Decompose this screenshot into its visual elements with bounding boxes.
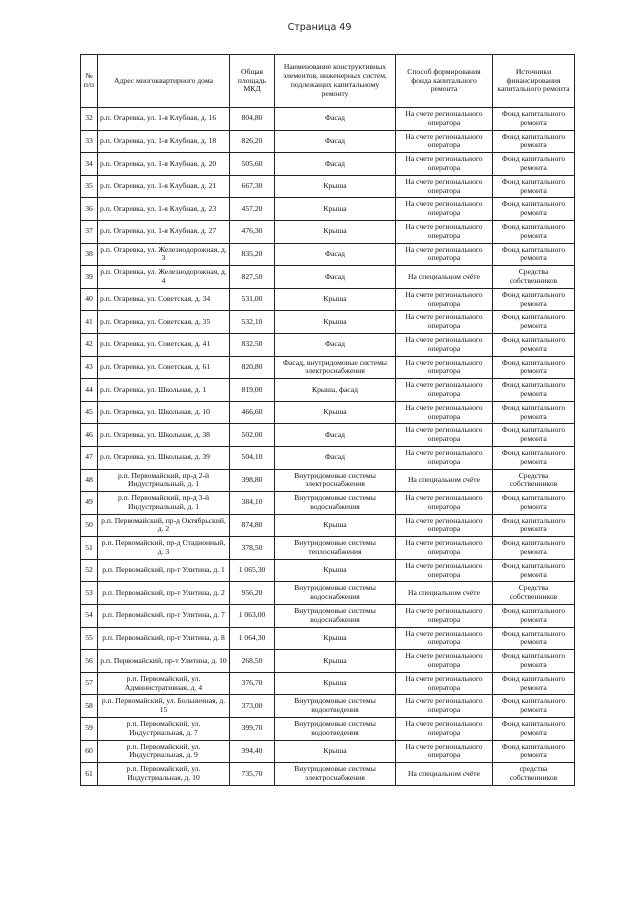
fund-method: На счете регионального оператора [396,356,493,379]
fund-method: На счете регионального оператора [396,627,493,650]
table-row [81,153,575,176]
row-number: 39 [81,266,98,289]
row-number: 41 [81,311,98,334]
table-row [81,605,575,628]
table-row [81,446,575,469]
repair-elements: Фасад [275,243,396,266]
table-row [81,401,575,424]
total-area: 1 063,00 [230,605,275,628]
fund-method: На счете регионального оператора [396,175,493,198]
house-address: р.п. Первомайский, пр-т Улитина, д. 7 [98,605,230,628]
funding-source: Фонд капитального ремонта [493,243,575,266]
fund-method: На специальном счёте [396,469,493,492]
house-address: р.п. Первомайский, пр-д 2-й Индустриальный, д. 1 [98,469,230,492]
column-header-fund-method: Способ формирования фонда капитального ремонта [396,55,493,108]
total-area: 956,20 [230,582,275,605]
row-number: 44 [81,379,98,402]
repair-elements: Внутридомовые системы водоотведения [275,718,396,741]
funding-source: Средства собственников [493,582,575,605]
row-number: 55 [81,627,98,650]
funding-source: Фонд капитального ремонта [493,605,575,628]
repair-elements: Внутридомовые системы электроснабжения [275,469,396,492]
funding-source: Фонд капитального ремонта [493,311,575,334]
repair-elements: Фасад [275,108,396,131]
fund-method: На специальном счёте [396,266,493,289]
table-row [81,537,575,560]
page-header: Страница 49 [287,22,352,33]
funding-source: Фонд капитального ремонта [493,401,575,424]
table-row [81,175,575,198]
table-row [81,108,575,131]
funding-source: Фонд капитального ремонта [493,718,575,741]
table-row [81,379,575,402]
row-number: 33 [81,130,98,153]
total-area: 457,20 [230,198,275,221]
house-address: р.п. Огаревка, ул. 1-я Клубная, д. 23 [98,198,230,221]
repair-elements: Фасад [275,266,396,289]
fund-method: На счете регионального оператора [396,311,493,334]
funding-source: Фонд капитального ремонта [493,356,575,379]
row-number: 58 [81,695,98,718]
table-row [81,582,575,605]
house-address: р.п. Огаревка, ул. 1-я Клубная, д. 20 [98,153,230,176]
funding-source: Фонд капитального ремонта [493,446,575,469]
table-row [81,695,575,718]
funding-source: Средства собственников [493,266,575,289]
total-area: 378,50 [230,537,275,560]
table-row [81,740,575,763]
house-address: р.п. Первомайский, пр-д Октябрьский, д. 2 [98,514,230,537]
row-number: 36 [81,198,98,221]
row-number: 61 [81,763,98,786]
table-row [81,424,575,447]
row-number: 54 [81,605,98,628]
funding-source: Фонд капитального ремонта [493,333,575,356]
total-area: 1 065,30 [230,559,275,582]
funding-source: Фонд капитального ремонта [493,220,575,243]
table-row [81,311,575,334]
repair-elements: Внутридомовые системы водоснабжения [275,582,396,605]
funding-source: Фонд капитального ремонта [493,514,575,537]
total-area: 476,30 [230,220,275,243]
repair-elements: Фасад [275,446,396,469]
fund-method: На счете регионального оператора [396,288,493,311]
house-address: р.п. Первомайский, ул. Индустриальная, д. 10 [98,763,230,786]
table-header [81,55,575,108]
repair-elements: Внутридомовые системы водоотведения [275,695,396,718]
repair-elements: Внутридомовые системы водоснабжения [275,605,396,628]
repair-elements: Фасад [275,153,396,176]
total-area: 268,50 [230,650,275,673]
funding-source: Фонд капитального ремонта [493,695,575,718]
total-area: 466,60 [230,401,275,424]
row-number: 52 [81,559,98,582]
house-address: р.п. Огаревка, ул. 1-я Клубная, д. 18 [98,130,230,153]
house-address: р.п. Огаревка, ул. Советская, д. 41 [98,333,230,356]
house-address: р.п. Первомайский, пр-д Стадионный, д. 3 [98,537,230,560]
repair-elements: Внутридомовые системы электроснабжения [275,763,396,786]
house-address: р.п. Первомайский, пр-д 3-й Индустриальный, д. 1 [98,492,230,515]
total-area: 735,70 [230,763,275,786]
house-address: р.п. Огаревка, ул. 1-я Клубная, д. 21 [98,175,230,198]
fund-method: На счете регионального оператора [396,537,493,560]
total-area: 384,10 [230,492,275,515]
table-row [81,288,575,311]
funding-source: Средства собственников [493,469,575,492]
funding-source: Фонд капитального ремонта [493,650,575,673]
table-row [81,492,575,515]
total-area: 820,80 [230,356,275,379]
table-row [81,514,575,537]
table-body [81,108,575,786]
table-row [81,220,575,243]
table-row [81,198,575,221]
row-number: 35 [81,175,98,198]
fund-method: На счете регионального оператора [396,401,493,424]
total-area: 398,80 [230,469,275,492]
fund-method: На счете регионального оператора [396,605,493,628]
total-area: 826,20 [230,130,275,153]
table-row [81,243,575,266]
repair-elements: Крыша [275,627,396,650]
house-address: р.п. Огаревка, ул. Советская, д. 61 [98,356,230,379]
repair-elements: Крыша [275,740,396,763]
fund-method: На счете регионального оператора [396,153,493,176]
funding-source: Фонд капитального ремонта [493,288,575,311]
total-area: 505,60 [230,153,275,176]
fund-method: На специальном счёте [396,582,493,605]
table-row [81,333,575,356]
house-address: р.п. Огаревка, ул. Советская, д. 34 [98,288,230,311]
total-area: 667,30 [230,175,275,198]
row-number: 46 [81,424,98,447]
row-number: 37 [81,220,98,243]
table-row [81,763,575,786]
total-area: 399,70 [230,718,275,741]
house-address: р.п. Огаревка, ул. Советская, д. 35 [98,311,230,334]
repair-elements: Крыша, фасад [275,379,396,402]
column-header-funding-source: Источники финансирования капитального ремонта [493,55,575,108]
house-address: р.п. Огаревка, ул. Школьная, д. 10 [98,401,230,424]
total-area: 1 064,30 [230,627,275,650]
row-number: 42 [81,333,98,356]
table-row [81,130,575,153]
row-number: 51 [81,537,98,560]
funding-source: средства собственников [493,763,575,786]
funding-source: Фонд капитального ремонта [493,672,575,695]
repair-program-table [80,54,575,786]
repair-elements: Фасад [275,424,396,447]
repair-elements: Внутридомовые системы водоснабжения [275,492,396,515]
column-header-address: Адрес многоквартирного дома [98,55,230,108]
house-address: р.п. Первомайский, ул. Индустриальная, д. 9 [98,740,230,763]
row-number: 53 [81,582,98,605]
total-area: 827,50 [230,266,275,289]
fund-method: На счете регионального оператора [396,672,493,695]
house-address: р.п. Огаревка, ул. Железнодорожная, д. 4 [98,266,230,289]
repair-elements: Крыша [275,311,396,334]
house-address: р.п. Огаревка, ул. Школьная, д. 1 [98,379,230,402]
row-number: 49 [81,492,98,515]
table-row [81,627,575,650]
funding-source: Фонд капитального ремонта [493,559,575,582]
fund-method: На специальном счёте [396,763,493,786]
row-number: 32 [81,108,98,131]
total-area: 819,00 [230,379,275,402]
total-area: 532,10 [230,311,275,334]
fund-method: На счете регионального оператора [396,695,493,718]
row-number: 34 [81,153,98,176]
row-number: 56 [81,650,98,673]
repair-elements: Крыша [275,559,396,582]
fund-method: На счете регионального оператора [396,492,493,515]
repair-elements: Крыша [275,175,396,198]
fund-method: На счете регионального оператора [396,424,493,447]
house-address: р.п. Первомайский, пр-т Улитина, д. 10 [98,650,230,673]
table-row [81,266,575,289]
row-number: 59 [81,718,98,741]
row-number: 43 [81,356,98,379]
house-address: р.п. Огаревка, ул. Школьная, д. 38 [98,424,230,447]
repair-elements: Крыша [275,401,396,424]
repair-elements: Крыша [275,672,396,695]
house-address: р.п. Огаревка, ул. 1-я Клубная, д. 27 [98,220,230,243]
row-number: 48 [81,469,98,492]
total-area: 874,80 [230,514,275,537]
fund-method: На счете регионального оператора [396,108,493,131]
funding-source: Фонд капитального ремонта [493,198,575,221]
funding-source: Фонд капитального ремонта [493,175,575,198]
repair-elements: Внутридомовые системы теплоснабжения [275,537,396,560]
fund-method: На счете регионального оператора [396,514,493,537]
header-row [81,55,575,108]
column-header-work-elements: Наименование конструктивных элементов, инженерных систем, подлежащих капитальному ремонту [275,55,396,108]
total-area: 832,50 [230,333,275,356]
table-row [81,650,575,673]
fund-method: На счете регионального оператора [396,446,493,469]
total-area: 394,40 [230,740,275,763]
repair-elements: Фасад [275,130,396,153]
funding-source: Фонд капитального ремонта [493,537,575,560]
repair-elements: Крыша [275,220,396,243]
fund-method: На счете регионального оператора [396,559,493,582]
house-address: р.п. Первомайский, пр-т Улитина, д. 8 [98,627,230,650]
total-area: 804,80 [230,108,275,131]
total-area: 835,20 [230,243,275,266]
house-address: р.п. Огаревка, ул. Школьная, д. 39 [98,446,230,469]
fund-method: На счете регионального оператора [396,220,493,243]
repair-elements: Крыша [275,650,396,673]
fund-method: На счете регионального оператора [396,650,493,673]
funding-source: Фонд капитального ремонта [493,153,575,176]
funding-source: Фонд капитального ремонта [493,130,575,153]
fund-method: На счете регионального оператора [396,198,493,221]
table-row [81,559,575,582]
row-number: 40 [81,288,98,311]
funding-source: Фонд капитального ремонта [493,424,575,447]
total-area: 531,00 [230,288,275,311]
house-address: р.п. Огаревка, ул. 1-я Клубная, д. 16 [98,108,230,131]
house-address: р.п. Первомайский, пр-т Улитина, д. 1 [98,559,230,582]
row-number: 57 [81,672,98,695]
repair-elements: Крыша [275,288,396,311]
column-header-number: № п/п [81,55,98,108]
table-row [81,718,575,741]
funding-source: Фонд капитального ремонта [493,627,575,650]
table-row [81,672,575,695]
row-number: 38 [81,243,98,266]
house-address: р.п. Первомайский, ул. Административная, д. 4 [98,672,230,695]
repair-elements: Фасад [275,333,396,356]
fund-method: На счете регионального оператора [396,130,493,153]
total-area: 504,10 [230,446,275,469]
total-area: 376,70 [230,672,275,695]
row-number: 45 [81,401,98,424]
repair-elements: Фасад, внутридомовые системы электроснабжения [275,356,396,379]
house-address: р.п. Первомайский, пр-т Улитина, д. 2 [98,582,230,605]
total-area: 502,00 [230,424,275,447]
row-number: 50 [81,514,98,537]
row-number: 47 [81,446,98,469]
row-number: 60 [81,740,98,763]
fund-method: На счете регионального оператора [396,243,493,266]
table-row [81,356,575,379]
funding-source: Фонд капитального ремонта [493,740,575,763]
fund-method: На счете регионального оператора [396,379,493,402]
table-row [81,469,575,492]
funding-source: Фонд капитального ремонта [493,492,575,515]
fund-method: На счете регионального оператора [396,333,493,356]
fund-method: На счете регионального оператора [396,740,493,763]
column-header-area: Общая площадь МКД [230,55,275,108]
funding-source: Фонд капитального ремонта [493,379,575,402]
house-address: р.п. Огаревка, ул. Железнодорожная, д. 3 [98,243,230,266]
repair-elements: Крыша [275,514,396,537]
repair-elements: Крыша [275,198,396,221]
house-address: р.п. Первомайский, ул. Больничная, д. 15 [98,695,230,718]
fund-method: На счете регионального оператора [396,718,493,741]
total-area: 373,00 [230,695,275,718]
house-address: р.п. Первомайский, ул. Индустриальная, д. 7 [98,718,230,741]
funding-source: Фонд капитального ремонта [493,108,575,131]
